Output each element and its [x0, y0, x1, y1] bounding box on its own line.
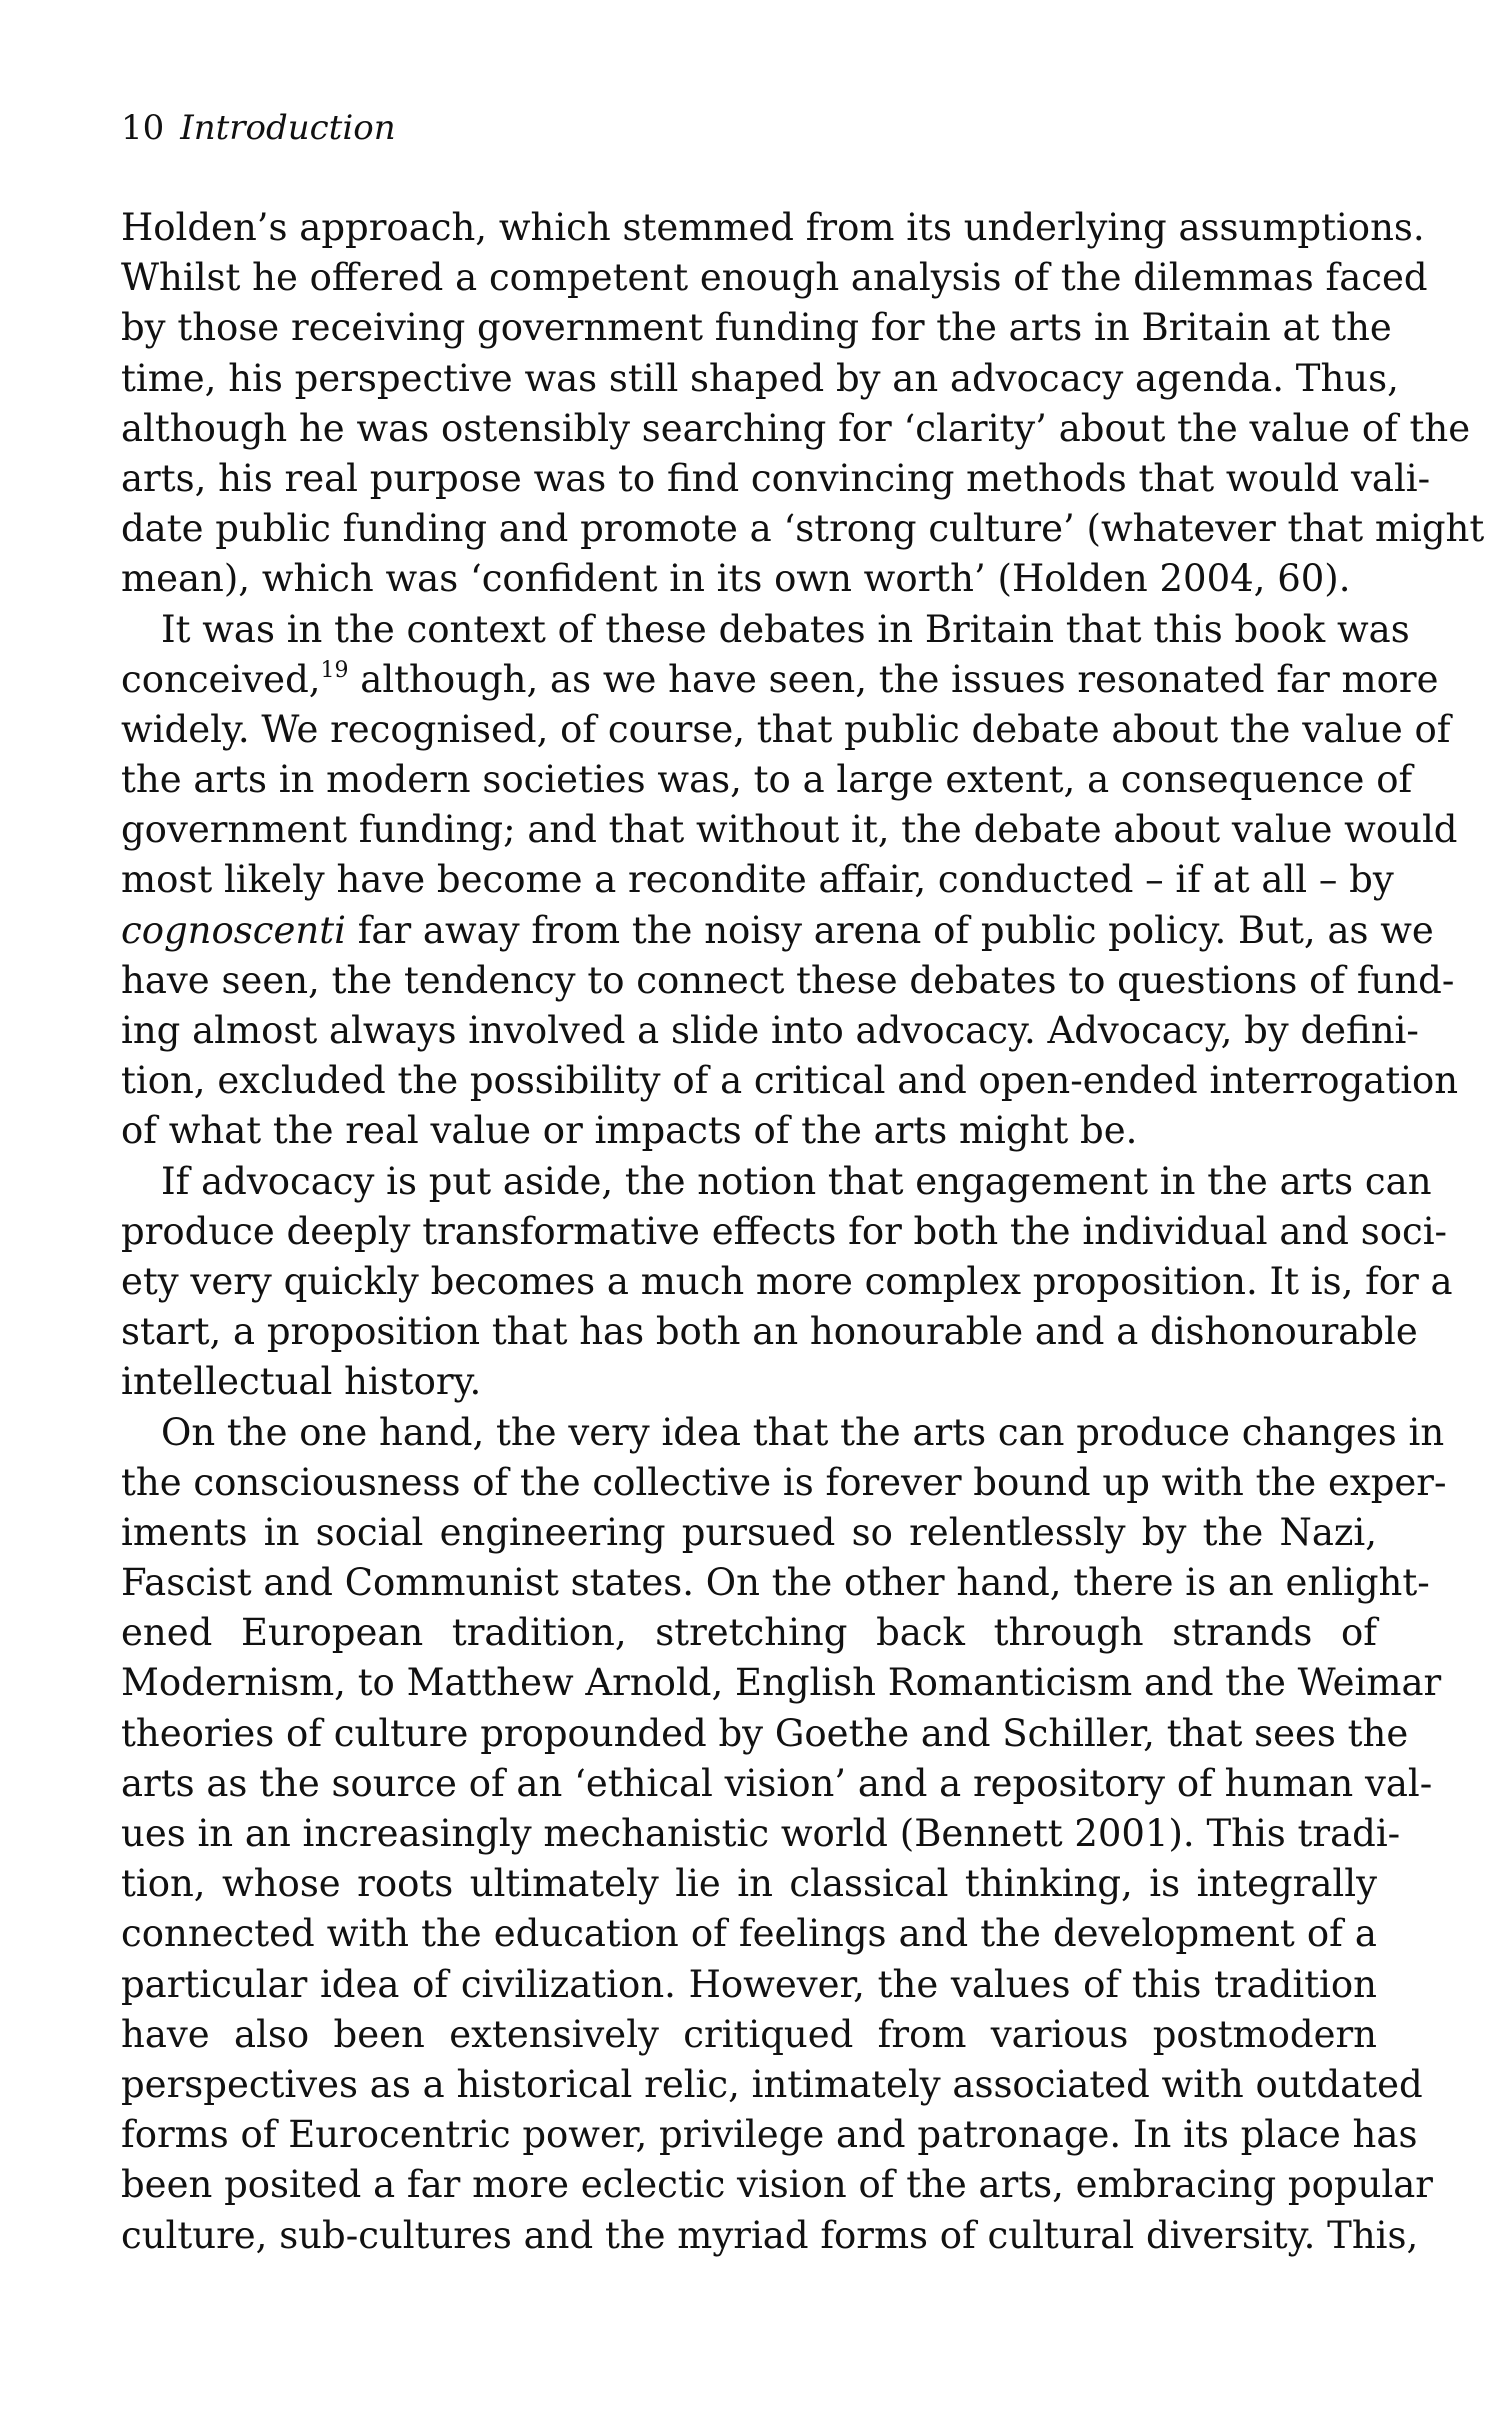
italic-term: cognoscenti	[121, 908, 346, 952]
text-line: Modernism, to Matthew Arnold, English Romanticism and the Weimar	[121, 1661, 1442, 1705]
text-line: date public funding and promote a ‘strong culture’ (whatever that might	[121, 507, 1485, 551]
text-line: most likely have become a recondite affair, conducted – if at all – by	[121, 858, 1394, 902]
text-line: If advocacy is put aside, the notion that engagement in the arts can	[161, 1159, 1432, 1203]
text-line: ened European tradition, stretching back through strands of	[121, 1611, 1377, 1655]
text-line: intellectual history.	[121, 1360, 482, 1404]
text-line: Fascist and Communist states. On the other hand, there is an enlight-	[121, 1561, 1430, 1605]
text-line: time, his perspective was still shaped by an advocacy agenda. Thus,	[121, 356, 1399, 400]
text-line: forms of Eurocentric power, privilege and patronage. In its place has	[121, 2113, 1418, 2157]
text-line: been posited a far more eclectic vision of the arts, embracing popular	[121, 2163, 1433, 2207]
text-line: by those receiving government funding for the arts in Britain at the	[121, 306, 1392, 350]
text-line: start, a proposition that has both an honourable and a dishonourable	[121, 1310, 1418, 1354]
footnote-reference[interactable]: 19	[320, 657, 349, 683]
text-fragment: far away from the noisy arena of public policy. But, as we	[345, 908, 1434, 952]
text-fragment: although, as we have seen, the issues resonated far more	[348, 657, 1439, 701]
text-line: particular idea of civilization. However, the values of this tradition	[121, 1962, 1377, 2006]
text-line: have seen, the tendency to connect these debates to questions of fund-	[121, 958, 1455, 1002]
running-title: Introduction	[180, 108, 396, 148]
text-line: On the one hand, the very idea that the arts can produce changes in	[161, 1410, 1445, 1454]
text-line: theories of culture propounded by Goethe and Schiller, that sees the	[121, 1711, 1409, 1755]
text-line: government funding; and that without it, the debate about value would	[121, 808, 1458, 852]
text-line: Whilst he offered a competent enough analysis of the dilemmas faced	[121, 256, 1428, 300]
text-line: the arts in modern societies was, to a large extent, a consequence of	[121, 758, 1413, 802]
text-line: mean), which was ‘confident in its own worth’ (Holden 2004, 60).	[121, 557, 1351, 601]
text-line	[121, 655, 1439, 705]
text-fragment: conceived,	[121, 657, 321, 701]
running-head	[121, 108, 396, 148]
text-line: tion, excluded the possibility of a critical and open-ended interrogation	[121, 1059, 1459, 1103]
text-line: although he was ostensibly searching for ‘clarity’ about the value of the	[121, 406, 1471, 450]
body-text	[121, 203, 1485, 2261]
text-line: culture, sub-cultures and the myriad forms of cultural diversity. This,	[121, 2213, 1419, 2257]
text-line: widely. We recognised, of course, that public debate about the value of	[121, 707, 1451, 751]
text-line: It was in the context of these debates in Britain that this book was	[161, 607, 1410, 651]
text-line: the consciousness of the collective is forever bound up with the exper-	[121, 1460, 1447, 1504]
text-line: ety very quickly becomes a much more complex proposition. It is, for a	[121, 1259, 1453, 1303]
text-line: perspectives as a historical relic, intimately associated with outdated	[121, 2062, 1423, 2106]
text-line: of what the real value or impacts of the arts might be.	[121, 1109, 1138, 1153]
text-line: ing almost always involved a slide into advocacy. Advocacy, by defini-	[121, 1009, 1419, 1052]
text-line: have also been extensively critiqued from various postmodern	[121, 2012, 1377, 2056]
text-line	[121, 906, 1434, 956]
text-line: iments in social engineering pursued so relentlessly by the Nazi,	[121, 1510, 1377, 1554]
text-line: arts, his real purpose was to find convincing methods that would vali-	[121, 456, 1431, 500]
text-line: ues in an increasingly mechanistic world (Bennett 2001). This tradi-	[121, 1812, 1401, 1855]
text-line: arts as the source of an ‘ethical vision’ and a repository of human val-	[121, 1761, 1433, 1805]
text-line: tion, whose roots ultimately lie in classical thinking, is integrally	[121, 1862, 1377, 1906]
text-line: produce deeply transformative effects for both the individual and soci-	[121, 1209, 1448, 1253]
text-line: Holden’s approach, which stemmed from its underlying assumptions.	[121, 206, 1425, 249]
text-line: connected with the education of feelings and the development of a	[121, 1912, 1377, 1956]
page-number: 10	[121, 108, 165, 148]
